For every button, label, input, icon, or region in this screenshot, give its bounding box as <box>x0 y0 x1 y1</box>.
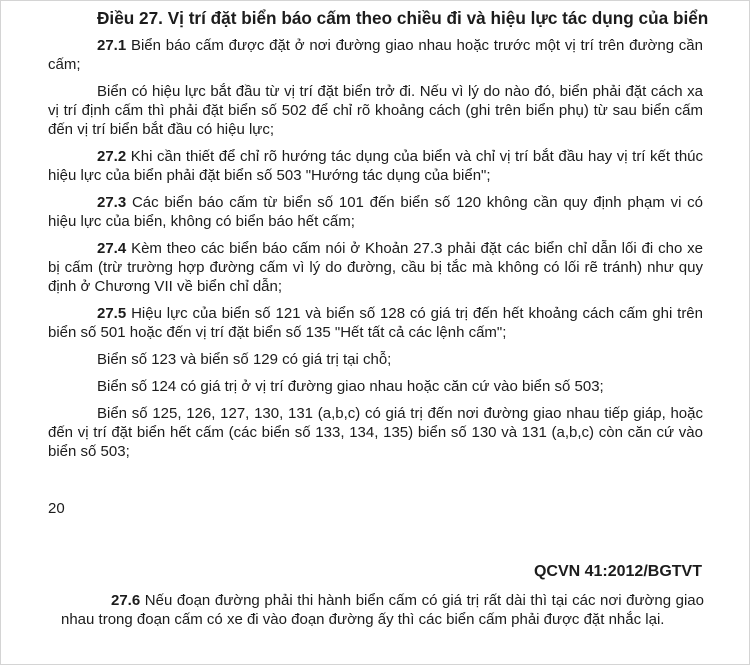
clause-number: 27.1 <box>97 37 127 54</box>
clause-text: Biển báo cấm được đặt ở nơi đường giao nhau hoặc trước một vị trí trên đường cần cấm; <box>48 37 703 73</box>
clause-27-5-sign-124 <box>48 377 703 396</box>
page-number: 20 <box>48 500 65 517</box>
clause-27-1-continuation <box>48 82 703 139</box>
clause-27-5 <box>48 304 703 342</box>
clause-text: Kèm theo các biển báo cấm nói ở Khoản 27.3 phải đặt các biển chỉ dẫn lối đi cho xe bị cấm (trừ trường hợp đường cấm vì lý do đường, cầu bị tắc mà không có lối rẽ tránh) như quy định ở Chương VII về biển chỉ dẫn; <box>48 240 703 295</box>
article-title: Điều 27. Vị trí đặt biển báo cấm theo chiều đi và hiệu lực tác dụng của biển <box>97 8 709 28</box>
clause-text: Biển có hiệu lực bắt đầu từ vị trí đặt biển trở đi. Nếu vì lý do nào đó, biển phải đặt cách xa vị trí định cấm thì phải đặt biển số 502 để chỉ rõ khoảng cách (ghi trên biển phụ) từ sau biển cấm đến vị trí biển bắt đầu có hiệu lực; <box>48 83 703 138</box>
clause-text: Biển số 125, 126, 127, 130, 131 (a,b,c) có giá trị đến nơi đường giao nhau tiếp giáp, hoặc đến vị trí đặt biển hết cấm (các biển số 133, 134, 135) biển số 130 và 131 (a,b,c) còn căn cứ vào biển số 503; <box>48 405 703 460</box>
clause-text: Hiệu lực của biển số 121 và biển số 128 có giá trị đến hết khoảng cách cấm ghi trên biển số 501 hoặc đến vị trí đặt biển số 135 "Hết tất cả các lệnh cấm"; <box>48 305 703 341</box>
page-body <box>48 8 709 461</box>
clause-27-5-sign-125-131 <box>48 404 703 461</box>
clause-text: Biển số 124 có giá trị ở vị trí đường giao nhau hoặc căn cứ vào biển số 503; <box>97 378 604 395</box>
clause-27-5-sign-123-129 <box>48 350 703 369</box>
clause-27-1 <box>48 36 703 74</box>
next-page-body <box>61 583 704 629</box>
clause-text: Khi cần thiết để chỉ rõ hướng tác dụng của biển và chỉ vị trí bắt đầu hay vị trí kết thúc hiệu lực của biển phải đặt biển số 503 "Hướng tác dụng của biển"; <box>48 148 704 184</box>
clause-27-3 <box>48 193 703 231</box>
clause-number: 27.6 <box>111 592 141 609</box>
clause-27-6 <box>61 591 704 629</box>
clause-text: Các biển báo cấm từ biển số 101 đến biển số 120 không cần quy định phạm vi có hiệu lực của biển, không có biển báo hết cấm; <box>48 194 703 230</box>
clause-number: 27.4 <box>97 240 127 257</box>
running-header: QCVN 41:2012/BGTVT <box>533 563 702 580</box>
clause-number: 27.3 <box>97 194 127 211</box>
clause-text: Biển số 123 và biển số 129 có giá trị tại chỗ; <box>97 351 392 368</box>
clause-number: 27.2 <box>97 148 127 165</box>
clause-27-4 <box>48 239 703 296</box>
clause-text: Nếu đoạn đường phải thi hành biển cấm có giá trị rất dài thì tại các nơi đường giao nhau trong đoạn cấm có xe đi vào đoạn đường ấy thì các biển cấm phải được đặt nhắc lại. <box>61 592 704 628</box>
clause-number: 27.5 <box>97 305 127 322</box>
clause-27-2 <box>48 147 703 185</box>
